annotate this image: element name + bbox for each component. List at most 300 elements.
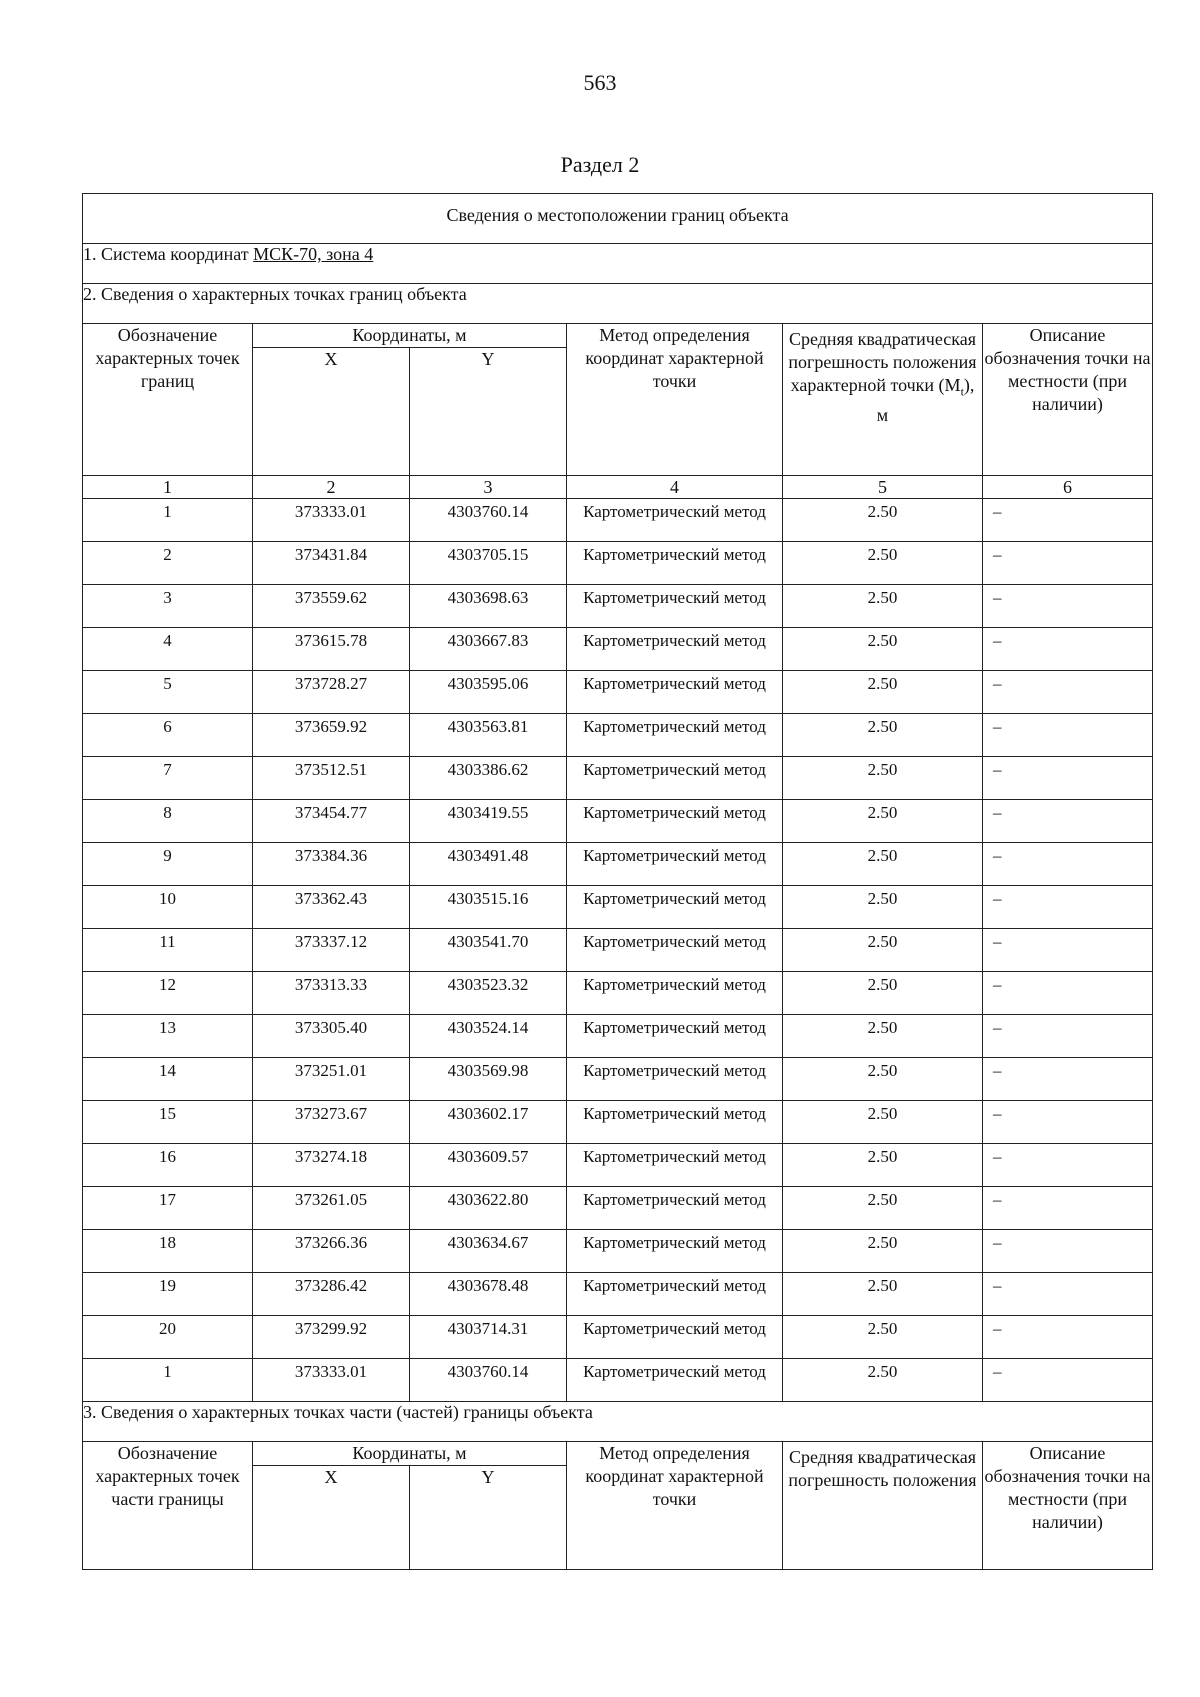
x-coordinate-cell-value: 373313.33 <box>294 975 368 994</box>
table-row <box>83 1316 1153 1359</box>
x-coordinate-cell <box>253 886 410 929</box>
description-cell-value: – <box>993 1104 1002 1123</box>
table-row <box>83 714 1153 757</box>
error-cell-value: 2.50 <box>867 803 898 822</box>
header-row-1 <box>83 324 1153 348</box>
parts-header-y: Y <box>410 1466 567 1570</box>
method-cell <box>567 1101 783 1144</box>
table-row <box>83 542 1153 585</box>
error-cell-value: 2.50 <box>867 1362 898 1381</box>
method-cell-value: Картометрический метод <box>583 631 766 650</box>
parts-header-row-1 <box>83 1442 1153 1466</box>
y-coordinate-cell <box>410 499 567 542</box>
x-coordinate-cell <box>253 1058 410 1101</box>
error-cell <box>783 800 983 843</box>
description-cell-value: – <box>993 1319 1002 1338</box>
error-cell <box>783 972 983 1015</box>
error-cell <box>783 585 983 628</box>
description-cell-value: – <box>993 545 1002 564</box>
point-number-cell <box>83 972 253 1015</box>
x-coordinate-cell <box>253 1144 410 1187</box>
column-numbers-row <box>83 476 1153 499</box>
parts-heading: 3. Сведения о характерных точках части (частей) границы объекта <box>83 1402 1153 1442</box>
y-coordinate-cell <box>410 886 567 929</box>
error-cell-value: 2.50 <box>867 975 898 994</box>
point-number-cell-value: 17 <box>159 1190 176 1209</box>
y-coordinate-cell-value: 4303524.14 <box>447 1018 529 1037</box>
y-coordinate-cell-value: 4303523.32 <box>447 975 529 994</box>
description-cell <box>983 886 1153 929</box>
table-row <box>83 843 1153 886</box>
y-coordinate-cell <box>410 542 567 585</box>
x-coordinate-cell <box>253 1101 410 1144</box>
error-cell <box>783 1316 983 1359</box>
method-cell-value: Картометрический метод <box>583 760 766 779</box>
point-number-cell-value: 11 <box>159 932 176 951</box>
point-number-cell-value: 7 <box>163 760 172 779</box>
section-title: Раздел 2 <box>560 152 640 177</box>
description-cell <box>983 1058 1153 1101</box>
x-coordinate-cell-value: 373299.92 <box>294 1319 368 1338</box>
coord-system-label: 1. Система координат <box>83 244 254 264</box>
table-row <box>83 1273 1153 1316</box>
method-cell-value: Картометрический метод <box>583 545 766 564</box>
description-cell <box>983 800 1153 843</box>
description-cell-value: – <box>993 975 1002 994</box>
description-cell-value: – <box>993 1233 1002 1252</box>
error-cell-value: 2.50 <box>867 1104 898 1123</box>
point-number-cell-value: 10 <box>159 889 176 908</box>
x-coordinate-cell <box>253 1359 410 1402</box>
error-cell-value: 2.50 <box>867 1147 898 1166</box>
table-row <box>83 1101 1153 1144</box>
error-cell <box>783 1187 983 1230</box>
parts-heading-row <box>83 1402 1153 1442</box>
point-number-cell <box>83 1015 253 1058</box>
point-number-cell <box>83 671 253 714</box>
error-cell <box>783 1230 983 1273</box>
table-row <box>83 1015 1153 1058</box>
x-coordinate-cell-value: 373333.01 <box>294 502 368 521</box>
x-coordinate-cell-value: 373559.62 <box>294 588 368 607</box>
table-row <box>83 1230 1153 1273</box>
method-cell <box>567 1015 783 1058</box>
table-row <box>83 1144 1153 1187</box>
x-coordinate-cell <box>253 1273 410 1316</box>
method-cell-value: Картометрический метод <box>583 588 766 607</box>
point-number-cell <box>83 1144 253 1187</box>
error-cell <box>783 1273 983 1316</box>
x-coordinate-cell <box>253 929 410 972</box>
description-cell-value: – <box>993 588 1002 607</box>
table-row <box>83 757 1153 800</box>
description-cell-value: – <box>993 889 1002 908</box>
error-cell <box>783 1144 983 1187</box>
x-coordinate-cell <box>253 1187 410 1230</box>
y-coordinate-cell <box>410 972 567 1015</box>
error-cell <box>783 542 983 585</box>
method-cell <box>567 499 783 542</box>
point-number-cell-value: 1 <box>163 1362 172 1381</box>
point-number-cell <box>83 843 253 886</box>
method-cell-value: Картометрический метод <box>583 846 766 865</box>
error-cell-value: 2.50 <box>867 1190 898 1209</box>
points-heading: 2. Сведения о характерных точках границ объекта <box>83 284 1153 324</box>
y-coordinate-cell-value: 4303705.15 <box>447 545 529 564</box>
method-cell <box>567 800 783 843</box>
error-cell-value: 2.50 <box>867 588 898 607</box>
method-cell-value: Картометрический метод <box>583 1233 766 1252</box>
x-coordinate-cell-value: 373512.51 <box>294 760 368 779</box>
description-cell <box>983 499 1153 542</box>
y-coordinate-cell <box>410 1187 567 1230</box>
method-cell-value: Картометрический метод <box>583 889 766 908</box>
error-cell <box>783 1058 983 1101</box>
method-cell <box>567 1058 783 1101</box>
method-cell <box>567 757 783 800</box>
error-cell-value: 2.50 <box>867 889 898 908</box>
x-coordinate-cell <box>253 714 410 757</box>
description-cell <box>983 1230 1153 1273</box>
description-cell-value: – <box>993 1018 1002 1037</box>
point-number-cell-value: 6 <box>163 717 172 736</box>
error-cell-value: 2.50 <box>867 760 898 779</box>
description-cell-value: – <box>993 932 1002 951</box>
header-error-tail: ), м <box>876 375 975 425</box>
description-cell-value: – <box>993 631 1002 650</box>
method-cell-value: Картометрический метод <box>583 1061 766 1080</box>
x-coordinate-cell-value: 373251.01 <box>294 1061 368 1080</box>
col-number-1: 1 <box>83 476 253 499</box>
point-number-cell <box>83 886 253 929</box>
table-row <box>83 929 1153 972</box>
error-cell <box>783 757 983 800</box>
error-cell-value: 2.50 <box>867 1061 898 1080</box>
parts-header-coordinates: Координаты, м <box>253 1442 567 1466</box>
x-coordinate-cell <box>253 800 410 843</box>
header-y: Y <box>410 348 567 476</box>
y-coordinate-cell <box>410 628 567 671</box>
method-cell <box>567 1187 783 1230</box>
error-cell-value: 2.50 <box>867 717 898 736</box>
method-cell <box>567 929 783 972</box>
table-row <box>83 671 1153 714</box>
error-cell-value: 2.50 <box>867 846 898 865</box>
x-coordinate-cell <box>253 671 410 714</box>
x-coordinate-cell-value: 373305.40 <box>294 1018 368 1037</box>
x-coordinate-cell <box>253 1015 410 1058</box>
header-error-text: Средняя квадратическая погрешность положения характерной точки (M <box>788 329 977 395</box>
x-coordinate-cell <box>253 843 410 886</box>
error-cell <box>783 843 983 886</box>
point-number-cell <box>83 499 253 542</box>
description-cell <box>983 1101 1153 1144</box>
parts-header-designation: Обозначение характерных точек части границы <box>83 1442 253 1570</box>
error-cell <box>783 499 983 542</box>
method-cell-value: Картометрический метод <box>583 1276 766 1295</box>
error-cell-value: 2.50 <box>867 545 898 564</box>
point-number-cell <box>83 1359 253 1402</box>
point-number-cell <box>83 929 253 972</box>
x-coordinate-cell-value: 373273.67 <box>294 1104 368 1123</box>
x-coordinate-cell-value: 373728.27 <box>294 674 368 693</box>
y-coordinate-cell <box>410 929 567 972</box>
description-cell <box>983 1144 1153 1187</box>
y-coordinate-cell <box>410 585 567 628</box>
y-coordinate-cell-value: 4303515.16 <box>447 889 529 908</box>
method-cell-value: Картометрический метод <box>583 932 766 951</box>
method-cell-value: Картометрический метод <box>583 803 766 822</box>
header-description: Описание обозначения точки на местности (при наличии) <box>983 324 1153 476</box>
col-number-2: 2 <box>253 476 410 499</box>
method-cell-value: Картометрический метод <box>583 1147 766 1166</box>
parts-header-description: Описание обозначения точки на местности (при наличии) <box>983 1442 1153 1570</box>
method-cell-value: Картометрический метод <box>583 674 766 693</box>
error-cell <box>783 1359 983 1402</box>
point-number-cell-value: 13 <box>159 1018 176 1037</box>
x-coordinate-cell-value: 373266.36 <box>294 1233 368 1252</box>
x-coordinate-cell <box>253 628 410 671</box>
point-number-cell-value: 2 <box>163 545 172 564</box>
method-cell <box>567 1144 783 1187</box>
y-coordinate-cell <box>410 1144 567 1187</box>
x-coordinate-cell <box>253 972 410 1015</box>
point-number-cell-value: 5 <box>163 674 172 693</box>
x-coordinate-cell <box>253 499 410 542</box>
y-coordinate-cell <box>410 757 567 800</box>
description-cell <box>983 1187 1153 1230</box>
x-coordinate-cell <box>253 1230 410 1273</box>
point-number-cell <box>83 1187 253 1230</box>
y-coordinate-cell-value: 4303760.14 <box>447 1362 529 1381</box>
point-number-cell <box>83 1058 253 1101</box>
x-coordinate-cell-value: 373261.05 <box>294 1190 368 1209</box>
error-cell-value: 2.50 <box>867 932 898 951</box>
method-cell-value: Картометрический метод <box>583 1190 766 1209</box>
y-coordinate-cell <box>410 1316 567 1359</box>
description-cell <box>983 929 1153 972</box>
table-row <box>83 1187 1153 1230</box>
table-row <box>83 886 1153 929</box>
x-coordinate-cell <box>253 1316 410 1359</box>
method-cell <box>567 1359 783 1402</box>
error-cell <box>783 671 983 714</box>
point-number-cell-value: 15 <box>159 1104 176 1123</box>
point-number-cell <box>83 1316 253 1359</box>
y-coordinate-cell-value: 4303491.48 <box>447 846 529 865</box>
y-coordinate-cell <box>410 1359 567 1402</box>
x-coordinate-cell <box>253 542 410 585</box>
error-cell <box>783 1015 983 1058</box>
coord-system-cell <box>83 244 1153 284</box>
point-number-cell <box>83 628 253 671</box>
y-coordinate-cell-value: 4303595.06 <box>447 674 529 693</box>
y-coordinate-cell-value: 4303714.31 <box>447 1319 529 1338</box>
y-coordinate-cell <box>410 1058 567 1101</box>
table-row <box>83 628 1153 671</box>
method-cell-value: Картометрический метод <box>583 717 766 736</box>
header-coordinates: Координаты, м <box>253 324 567 348</box>
parts-header-x: X <box>253 1466 410 1570</box>
y-coordinate-cell-value: 4303602.17 <box>447 1104 529 1123</box>
description-cell <box>983 671 1153 714</box>
description-cell-value: – <box>993 1190 1002 1209</box>
col-number-4: 4 <box>567 476 783 499</box>
y-coordinate-cell <box>410 800 567 843</box>
point-number-cell-value: 16 <box>159 1147 176 1166</box>
y-coordinate-cell-value: 4303609.57 <box>447 1147 529 1166</box>
point-number-cell-value: 18 <box>159 1233 176 1252</box>
error-cell-value: 2.50 <box>867 674 898 693</box>
error-cell <box>783 886 983 929</box>
point-number-cell-value: 3 <box>163 588 172 607</box>
error-cell-value: 2.50 <box>867 631 898 650</box>
header-error <box>783 324 983 476</box>
point-number-cell-value: 14 <box>159 1061 176 1080</box>
table-row <box>83 972 1153 1015</box>
x-coordinate-cell <box>253 585 410 628</box>
col-number-5: 5 <box>783 476 983 499</box>
y-coordinate-cell <box>410 1230 567 1273</box>
error-cell <box>783 714 983 757</box>
method-cell-value: Картометрический метод <box>583 1104 766 1123</box>
point-number-cell-value: 20 <box>159 1319 176 1338</box>
point-number-cell-value: 8 <box>163 803 172 822</box>
y-coordinate-cell-value: 4303541.70 <box>447 932 529 951</box>
table-row <box>83 800 1153 843</box>
description-cell <box>983 843 1153 886</box>
description-cell <box>983 714 1153 757</box>
col-number-3: 3 <box>410 476 567 499</box>
description-cell <box>983 1273 1153 1316</box>
method-cell-value: Картометрический метод <box>583 975 766 994</box>
x-coordinate-cell-value: 373615.78 <box>294 631 368 650</box>
point-number-cell <box>83 1273 253 1316</box>
point-number-cell <box>83 1101 253 1144</box>
x-coordinate-cell-value: 373659.92 <box>294 717 368 736</box>
header-error-sub: t <box>960 384 964 399</box>
error-cell-value: 2.50 <box>867 1233 898 1252</box>
point-number-cell-value: 19 <box>159 1276 176 1295</box>
x-coordinate-cell-value: 373337.12 <box>294 932 368 951</box>
description-cell <box>983 1359 1153 1402</box>
method-cell <box>567 628 783 671</box>
method-cell <box>567 1316 783 1359</box>
description-cell-value: – <box>993 1061 1002 1080</box>
x-coordinate-cell-value: 373333.01 <box>294 1362 368 1381</box>
method-cell <box>567 843 783 886</box>
point-number-cell-value: 9 <box>163 846 172 865</box>
point-number-cell <box>83 1230 253 1273</box>
x-coordinate-cell-value: 373362.43 <box>294 889 368 908</box>
table-title: Сведения о местоположении границ объекта <box>83 194 1153 244</box>
y-coordinate-cell <box>410 1273 567 1316</box>
error-cell-value: 2.50 <box>867 1018 898 1037</box>
description-cell-value: – <box>993 760 1002 779</box>
table-title-row <box>83 194 1153 244</box>
point-number-cell <box>83 585 253 628</box>
description-cell-value: – <box>993 674 1002 693</box>
y-coordinate-cell-value: 4303760.14 <box>447 502 529 521</box>
description-cell-value: – <box>993 803 1002 822</box>
y-coordinate-cell-value: 4303569.98 <box>447 1061 529 1080</box>
error-cell-value: 2.50 <box>867 502 898 521</box>
description-cell <box>983 1015 1153 1058</box>
table-row <box>83 585 1153 628</box>
method-cell-value: Картометрический метод <box>583 1362 766 1381</box>
parts-header-method: Метод определения координат характерной точки <box>567 1442 783 1570</box>
error-cell <box>783 628 983 671</box>
point-number-cell <box>83 714 253 757</box>
description-cell <box>983 628 1153 671</box>
y-coordinate-cell-value: 4303667.83 <box>447 631 529 650</box>
page-number: 563 <box>583 70 617 95</box>
y-coordinate-cell <box>410 843 567 886</box>
method-cell <box>567 585 783 628</box>
y-coordinate-cell-value: 4303678.48 <box>447 1276 529 1295</box>
coord-system-value: МСК-70, зона 4 <box>253 244 374 264</box>
description-cell-value: – <box>993 846 1002 865</box>
method-cell <box>567 542 783 585</box>
y-coordinate-cell <box>410 714 567 757</box>
description-cell-value: – <box>993 1362 1002 1381</box>
parts-header-error: Средняя квадратическая погрешность положения <box>783 1442 983 1570</box>
method-cell-value: Картометрический метод <box>583 1018 766 1037</box>
y-coordinate-cell-value: 4303386.62 <box>447 760 529 779</box>
y-coordinate-cell-value: 4303419.55 <box>447 803 529 822</box>
error-cell-value: 2.50 <box>867 1319 898 1338</box>
header-method: Метод определения координат характерной точки <box>567 324 783 476</box>
table-row <box>83 499 1153 542</box>
method-cell-value: Картометрический метод <box>583 1319 766 1338</box>
point-number-cell <box>83 800 253 843</box>
y-coordinate-cell-value: 4303563.81 <box>447 717 529 736</box>
y-coordinate-cell-value: 4303634.67 <box>447 1233 529 1252</box>
description-cell-value: – <box>993 1276 1002 1295</box>
col-number-6: 6 <box>983 476 1153 499</box>
header-designation: Обозначение характерных точек границ <box>83 324 253 476</box>
point-number-cell-value: 12 <box>159 975 176 994</box>
method-cell <box>567 714 783 757</box>
point-number-cell <box>83 542 253 585</box>
y-coordinate-cell <box>410 1015 567 1058</box>
method-cell-value: Картометрический метод <box>583 502 766 521</box>
description-cell <box>983 1316 1153 1359</box>
coord-system-row <box>83 244 1153 284</box>
description-cell <box>983 972 1153 1015</box>
method-cell <box>567 1273 783 1316</box>
header-x: X <box>253 348 410 476</box>
description-cell <box>983 542 1153 585</box>
description-cell-value: – <box>993 502 1002 521</box>
x-coordinate-cell-value: 373431.84 <box>294 545 368 564</box>
x-coordinate-cell-value: 373384.36 <box>294 846 368 865</box>
y-coordinate-cell-value: 4303698.63 <box>447 588 529 607</box>
description-cell <box>983 757 1153 800</box>
table-row <box>83 1058 1153 1101</box>
table-row <box>83 1359 1153 1402</box>
x-coordinate-cell-value: 373286.42 <box>294 1276 368 1295</box>
error-cell <box>783 929 983 972</box>
x-coordinate-cell-value: 373454.77 <box>294 803 368 822</box>
point-number-cell <box>83 757 253 800</box>
boundary-table <box>82 193 1153 1570</box>
method-cell <box>567 886 783 929</box>
method-cell <box>567 972 783 1015</box>
description-cell-value: – <box>993 717 1002 736</box>
y-coordinate-cell <box>410 1101 567 1144</box>
point-number-cell-value: 4 <box>163 631 172 650</box>
